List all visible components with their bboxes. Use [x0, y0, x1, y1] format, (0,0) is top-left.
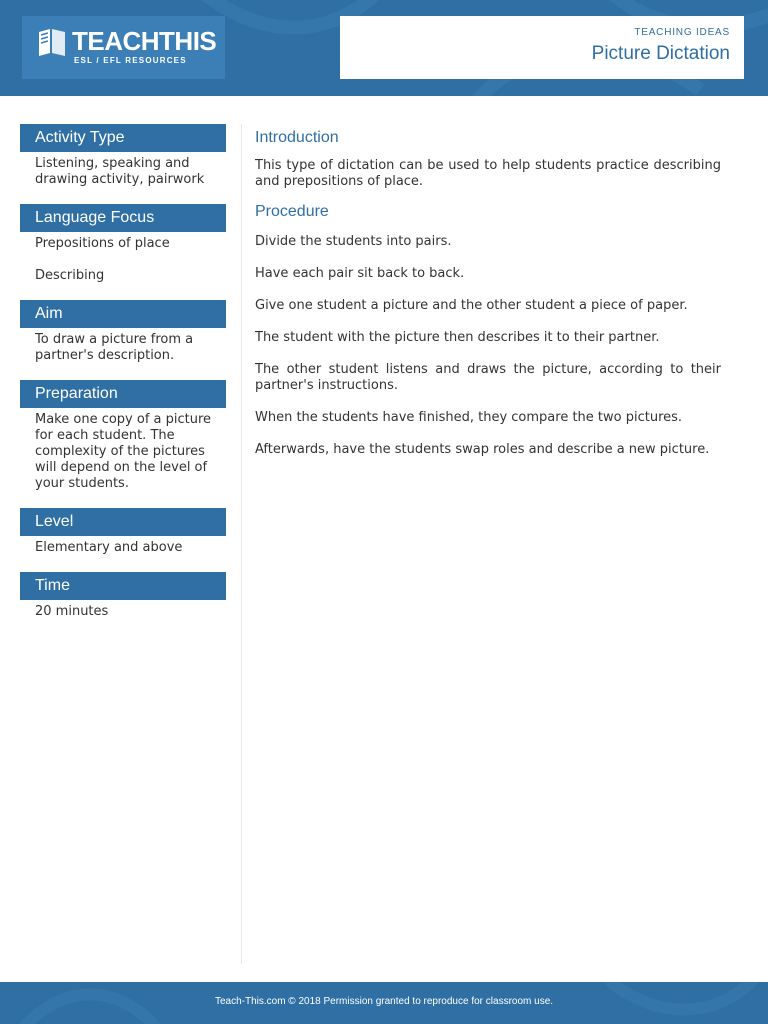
- activity-type-section: [20, 124, 226, 188]
- time-section: [20, 572, 226, 620]
- time-text: 20 minutes: [35, 604, 109, 619]
- aim-text: To draw a picture from a partner's description.: [35, 332, 194, 363]
- procedure-step: Have each pair sit back to back.: [255, 266, 465, 281]
- preparation-heading: Preparation: [20, 380, 226, 408]
- book-icon: [36, 26, 68, 58]
- preparation-text: Make one copy of a picture for each student. The complexity of the pictures will depend on the level of your students.: [35, 412, 212, 491]
- logo-name: TEACHTHIS: [72, 26, 217, 56]
- level-heading: Level: [20, 508, 226, 536]
- procedure-list: [255, 234, 721, 458]
- language-focus-heading: Language Focus: [20, 204, 226, 232]
- title-box: [340, 16, 744, 79]
- procedure-step: The other student listens and draws the picture, according to their partner's instructions.: [255, 362, 721, 393]
- introduction-text: This type of dictation can be used to help students practice describing and prepositions of place.: [255, 158, 721, 189]
- time-heading: Time: [20, 572, 226, 600]
- level-text: Elementary and above: [35, 540, 183, 555]
- procedure-step: The student with the picture then describes it to their partner.: [255, 330, 660, 345]
- copyright-text: Teach-This.com © 2018 Permission granted to reproduce for classroom use.: [214, 996, 554, 1007]
- procedure-step: Divide the students into pairs.: [255, 234, 452, 249]
- activity-type-text: Listening, speaking and drawing activity, pairwork: [35, 156, 205, 187]
- sidebar: [20, 124, 226, 636]
- procedure-step: Give one student a picture and the other student a piece of paper.: [255, 298, 688, 313]
- introduction-heading: Introduction: [255, 129, 339, 146]
- column-divider: [241, 124, 242, 964]
- aim-heading: Aim: [20, 300, 226, 328]
- page-title: Picture Dictation: [591, 43, 730, 64]
- procedure-step: Afterwards, have the students swap roles and describe a new picture.: [255, 442, 710, 457]
- kicker-label: TEACHING IDEAS: [634, 27, 730, 38]
- language-focus-section: [20, 204, 226, 284]
- page-header: [0, 0, 768, 96]
- activity-type-heading: Activity Type: [20, 124, 226, 152]
- main-content: [255, 128, 721, 474]
- logo[interactable]: [22, 16, 225, 79]
- logo-tagline: ESL / EFL RESOURCES: [74, 56, 187, 65]
- language-focus-item: Prepositions of place: [35, 236, 170, 251]
- procedure-heading: Procedure: [255, 203, 329, 220]
- level-section: [20, 508, 226, 556]
- preparation-section: [20, 380, 226, 492]
- language-focus-item: Describing: [35, 268, 105, 283]
- page-footer: [0, 982, 768, 1024]
- aim-section: [20, 300, 226, 364]
- procedure-step: When the students have finished, they compare the two pictures.: [255, 410, 683, 425]
